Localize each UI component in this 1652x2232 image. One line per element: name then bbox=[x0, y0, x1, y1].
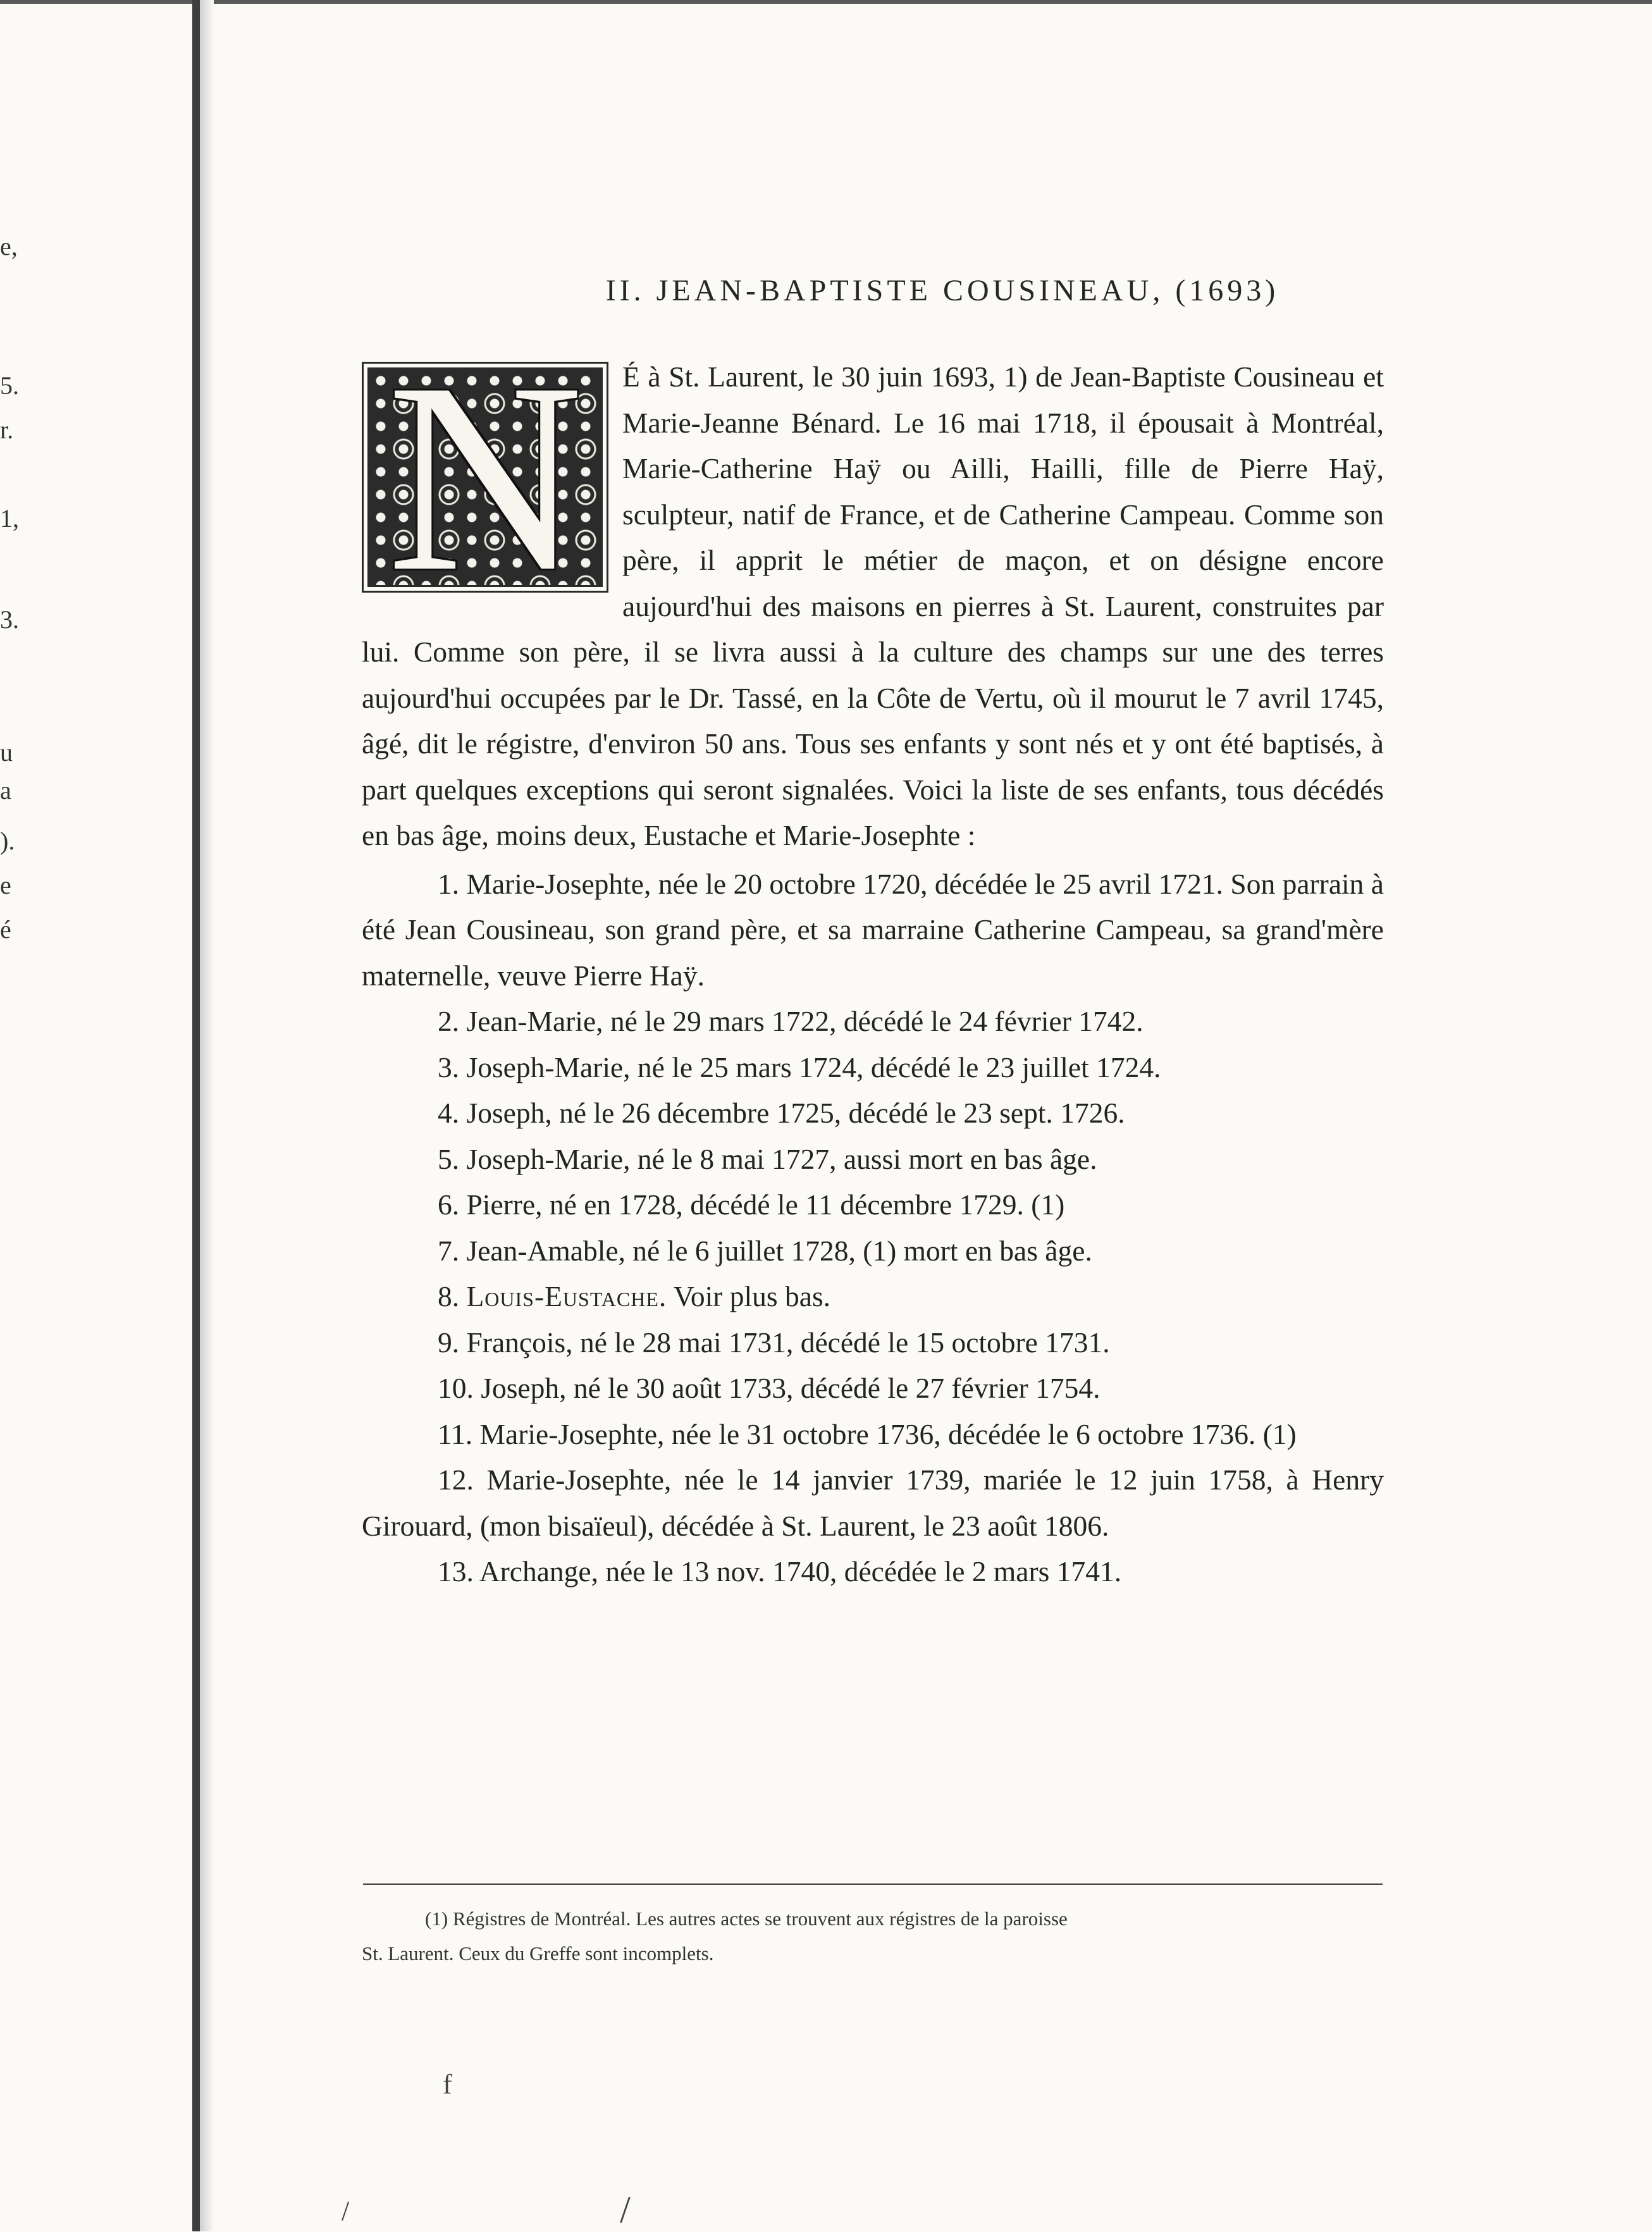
dropcap-letter: N bbox=[386, 367, 584, 587]
list-item: 10. Joseph, né le 30 août 1733, décédé le 27 février 1754. bbox=[438, 1372, 1100, 1404]
book-spine bbox=[192, 0, 200, 2231]
list-item: 5. Joseph-Marie, né le 8 mai 1727, aussi mort en bas âge. bbox=[438, 1142, 1097, 1175]
main-text bbox=[362, 354, 1384, 1595]
margin-fragment: 1, bbox=[0, 504, 19, 533]
list-item: 11. Marie-Josephte, née le 31 octobre 1736, décédée le 6 octobre 1736. (1) bbox=[438, 1417, 1297, 1450]
list-item: 13. Archange, née le 13 nov. 1740, décédée le 2 mars 1741. bbox=[438, 1555, 1122, 1588]
top-rule bbox=[0, 0, 1652, 4]
margin-fragment: ). bbox=[0, 827, 15, 855]
list-item: 12. Marie-Josephte, née le 14 janvier 1739, mariée le 12 juin 1758, à Henry Girouard, (mon bisaïeul), décédée à St. Laurent, le 23 août 1806. bbox=[362, 1464, 1384, 1542]
list-item: 4. Joseph, né le 26 décembre 1725, décédé le 23 sept. 1726. bbox=[438, 1097, 1125, 1129]
margin-fragment: e, bbox=[0, 232, 18, 261]
dropcap-ornament bbox=[367, 367, 603, 587]
printer-mark: / bbox=[620, 2189, 631, 2231]
ornate-dropcap bbox=[362, 362, 608, 593]
footnote-line: St. Laurent. Ceux du Greffe sont incomplets. bbox=[362, 1942, 714, 1964]
footnote-divider bbox=[363, 1884, 1383, 1885]
margin-fragment: 3. bbox=[0, 605, 19, 634]
item-rest: Voir plus bas. bbox=[673, 1280, 831, 1312]
list-item: 7. Jean-Amable, né le 6 juillet 1728, (1) mort en bas âge. bbox=[438, 1234, 1092, 1267]
list-item: 1. Marie-Josephte, née le 20 octobre 1720, décédée le 25 avril 1721. Son parrain à été Jean Cousineau, son grand père, et sa marraine Catherine Campeau, sa grand'mère maternelle, veuve Pierre Haÿ. bbox=[362, 867, 1384, 992]
margin-fragment: e bbox=[0, 871, 11, 899]
margin-fragment: é bbox=[0, 915, 11, 944]
list-item bbox=[362, 1274, 1384, 1320]
intro-paragraph: É à St. Laurent, le 30 juin 1693, 1) de Jean-Baptiste Cousineau et Marie-Jeanne Bénard. Le 16 mai 1718, il épousait à Montréal, Marie-Catherine Haÿ ou Ailli, Hailli, fille de Pierre Haÿ, sculpteur, natif de France, et de Catherine Campeau. Comme son père, il apprit le métier de maçon, et on désigne encore aujourd'hui des maisons en pierres à St. Laurent, construites par lui. Comme son père, il se livra aussi à la culture des champs sur une des terres aujourd'hui occupées par le Dr. Tassé, en la Côte de Vertu, où il mourut le 7 avril 1745, âgé, dit le régistre, d'environ 50 ans. Tous ses enfants y sont nés et y ont été baptisés, à part quelques exceptions qui seront signalées. Voici la liste de ses enfants, tous décédés en bas âge, moins deux, Eustache et Marie-Josephte : bbox=[362, 361, 1384, 851]
list-item: 3. Joseph-Marie, né le 25 mars 1724, décédé le 23 juillet 1724. bbox=[438, 1051, 1161, 1083]
facing-page-margin bbox=[0, 0, 38, 2231]
footnote-line: (1) Régistres de Montréal. Les autres actes se trouvent aux régistres de la paroisse bbox=[425, 1908, 1068, 1930]
printer-mark: f bbox=[443, 2069, 452, 2100]
margin-fragment: a bbox=[0, 776, 11, 805]
printer-mark: / bbox=[342, 2195, 350, 2226]
item-number: 8. bbox=[438, 1280, 460, 1312]
margin-fragment: u bbox=[0, 738, 13, 767]
margin-fragment: r. bbox=[0, 416, 14, 444]
spine-shadow bbox=[200, 0, 214, 2231]
list-item: 2. Jean-Marie, né le 29 mars 1722, décédé le 24 février 1742. bbox=[438, 1005, 1143, 1037]
chapter-title: II. JEAN-BAPTISTE COUSINEAU, (1693) bbox=[605, 274, 1279, 307]
list-item: 9. François, né le 28 mai 1731, décédé le 15 octobre 1731. bbox=[438, 1326, 1110, 1359]
children-list bbox=[362, 861, 1384, 1595]
footnote bbox=[362, 1901, 1384, 1971]
item-name: Louis-Eustache. bbox=[466, 1280, 667, 1312]
list-item: 6. Pierre, né en 1728, décédé le 11 décembre 1729. (1) bbox=[438, 1188, 1065, 1221]
margin-fragment: 5. bbox=[0, 371, 19, 400]
